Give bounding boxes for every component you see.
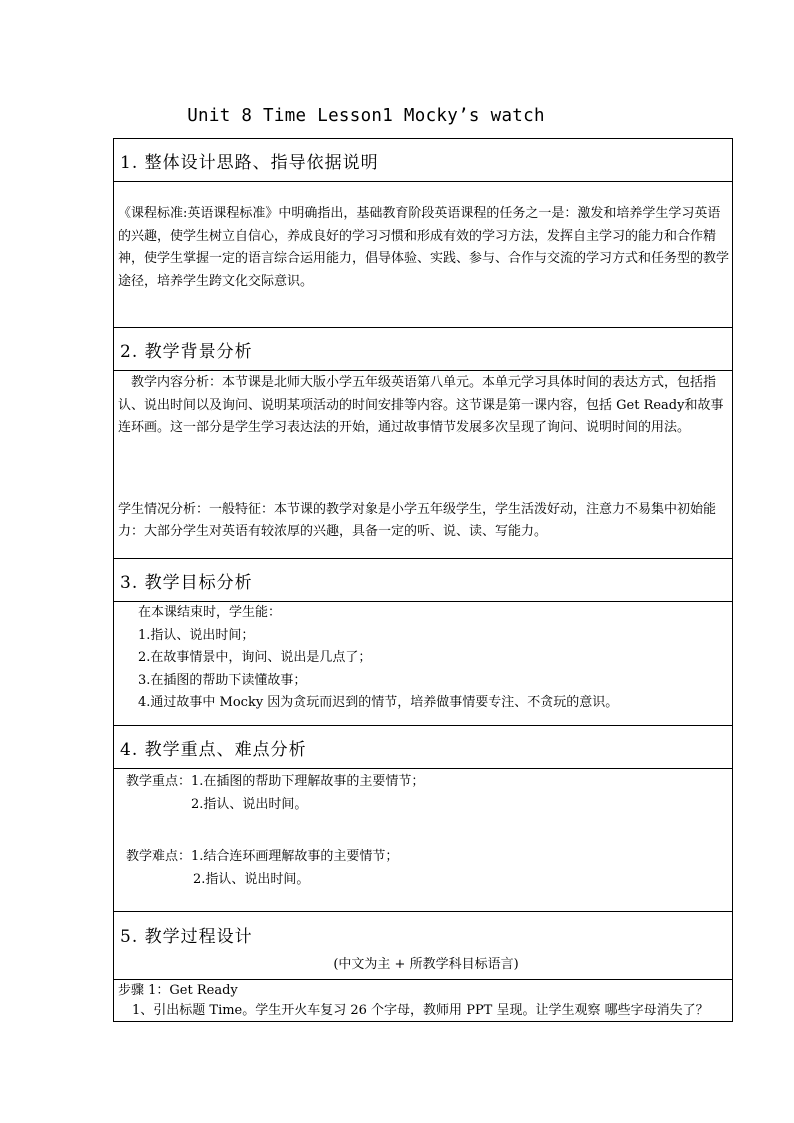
section-3-body-row [114, 602, 733, 726]
objective-item: 3.在插图的帮助下读懂故事； [138, 672, 307, 688]
section-1-heading: 1. 整体设计思路、指导依据说明 [114, 139, 733, 182]
section-1-paragraph: 《课程标准:英语课程标准》中明确指出，基础教育阶段英语课程的任务之一是：激发和培养学生学习英语的兴趣，使学生树立自信心，养成良好的学习习惯和形成有效的学习方法，发挥自主学习的能力和合作精神，使学生掌握一定的语言综合运用能力，倡导体验、实践、参与、合作与交流的学习方式和任务型的教学途径，培养学生跨文化交际意识。 [118, 206, 730, 289]
step-1-item-1: 1、引出标题 Time。学生开火车复习 26 个字母，教师用 PPT 呈现。让学生观察 哪些字母消失了？ [132, 1003, 709, 1018]
objective-item: 4.通过故事中 Mocky 因为贪玩而迟到的情节，培养做事情要专注、不贪玩的意识。 [138, 695, 619, 710]
section-5-body-row [114, 980, 733, 1022]
lesson-plan-table [113, 138, 733, 1022]
section-3-header-row [114, 559, 733, 602]
difficult-points-label: 教学难点： [126, 849, 192, 864]
section-2-heading: 2. 教学背景分析 [114, 328, 733, 371]
section-4-body-row [114, 769, 733, 912]
section-1-body-row [114, 182, 733, 328]
section-5-header-cell [114, 912, 733, 980]
objective-item: 1.指认、说出时间； [138, 627, 255, 643]
section-5-subheading: (中文为主 + 所教学科目标语言) [333, 957, 519, 972]
student-analysis-paragraph: 学生情况分析：一般特征：本节课的教学对象是小学五年级学生，学生活泼好动，注意力不易集中初始能力：大部分学生对英语有较浓厚的兴趣，具备一定的听、说、读、写能力。 [118, 501, 717, 539]
section-2-body-row [114, 371, 733, 559]
section-2-header-row [114, 328, 733, 371]
section-1-header-row [114, 139, 733, 182]
difficult-point-item: 2.指认、说出时间。 [193, 871, 310, 887]
objectives-intro: 在本课结束时，学生能： [138, 605, 282, 620]
content-analysis-paragraph: 教学内容分析：本节课是北师大版小学五年级英语第八单元。本单元学习具体时间的表达方式，包括指认、说出时间以及询问、说明某项活动的时间安排等内容。这节课是第一课内容，包括 Get Ready和故事连环画。这一部分是学生学习表达法的开始，通过故事情节发展多次呈现了询问、说明时间的用法。 [118, 375, 724, 435]
section-5-body [114, 980, 733, 1022]
document-title: Unit 8 Time Lesson1 Mocky’s watch [187, 106, 545, 126]
key-point-item: 2.指认、说出时间。 [191, 796, 308, 812]
section-4-header-row [114, 726, 733, 769]
section-4-body [114, 769, 733, 912]
section-5-header-row [114, 912, 733, 980]
section-3-heading: 3. 教学目标分析 [114, 559, 733, 602]
section-5-heading: 5. 教学过程设计 [120, 927, 253, 947]
section-1-body [114, 182, 733, 328]
difficult-points-block [114, 816, 732, 891]
key-points-block [114, 769, 732, 816]
key-points-label: 教学重点： [126, 774, 192, 789]
difficult-point-item: 1.结合连环画理解故事的主要情节； [191, 849, 399, 864]
step-1-title: 步骤 1：Get Ready [118, 983, 238, 998]
section-4-heading: 4. 教学重点、难点分析 [114, 726, 733, 769]
key-point-item: 1.在插图的帮助下理解故事的主要情节； [191, 774, 425, 789]
section-2-body [114, 371, 733, 559]
section-3-body [114, 602, 733, 726]
objective-item: 2.在故事情景中，询问、说出是几点了； [138, 650, 372, 665]
